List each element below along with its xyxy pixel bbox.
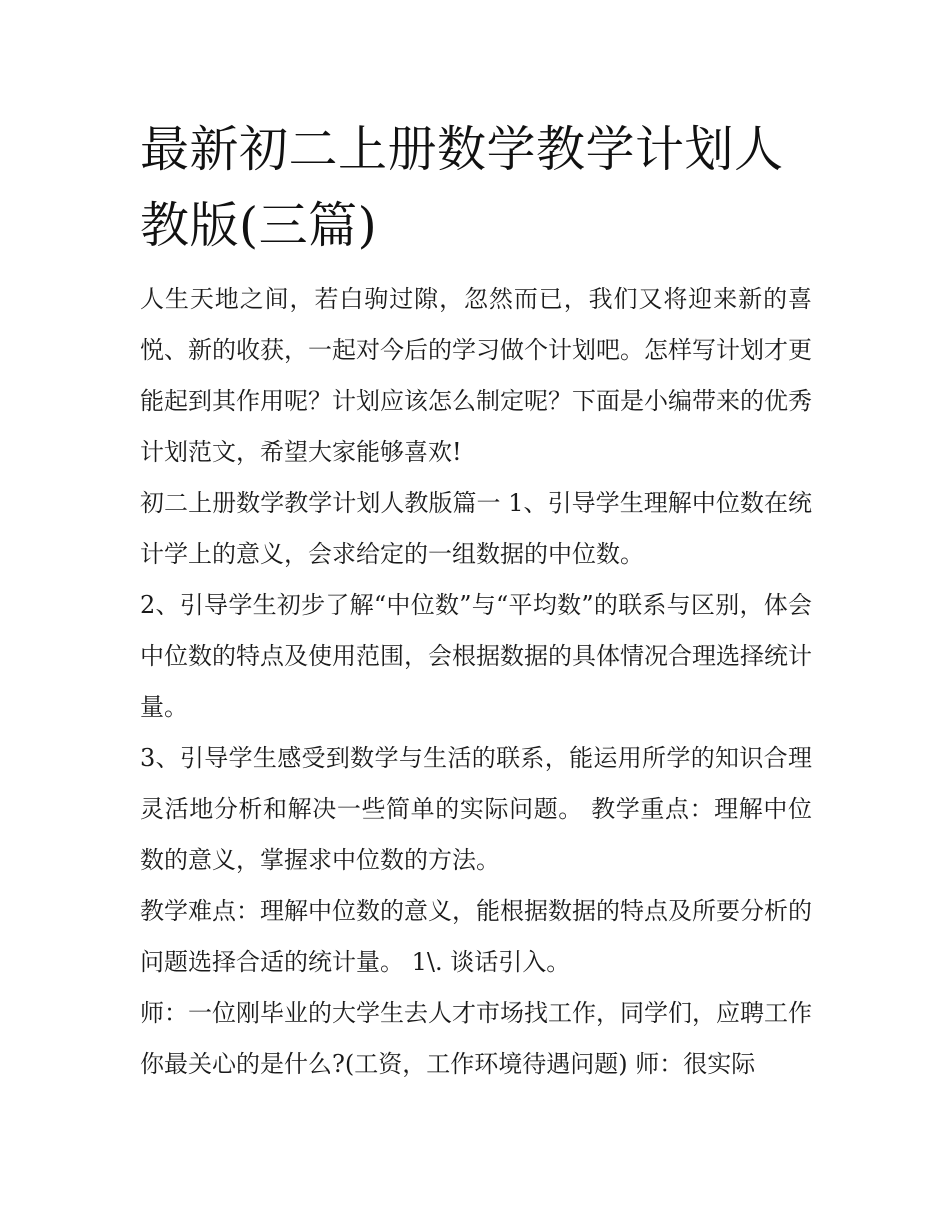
document-body	[140, 274, 812, 1090]
paragraph-dialogue: 师：一位刚毕业的大学生去人才市场找工作，同学们，应聘工作你最关心的是什么?(工资，工作环境待遇问题) 师：很实际	[140, 999, 812, 1078]
paragraph-objective-2: 2、引导学生初步了解“中位数”与“平均数”的联系与区别，体会中位数的特点及使用范围，会根据数据的具体情况合理选择统计量。	[140, 591, 812, 721]
paragraph-objective-3: 3、引导学生感受到数学与生活的联系，能运用所学的知识合理灵活地分析和解决一些简单的实际问题。 教学重点：理解中位数的意义，掌握求中位数的方法。	[140, 744, 812, 874]
paragraph-objective-1: 初二上册数学教学计划人教版篇一 1、引导学生理解中位数在统计学上的意义，会求给定的一组数据的中位数。	[140, 489, 812, 568]
paragraph-intro: 人生天地之间，若白驹过隙，忽然而已，我们又将迎来新的喜悦、新的收获，一起对今后的学习做个计划吧。怎样写计划才更能起到其作用呢？计划应该怎么制定呢？下面是小编带来的优秀计划范文，希望大家能够喜欢!	[140, 285, 812, 466]
document-title: 最新初二上册数学教学计划人教版(三篇)	[140, 121, 784, 254]
paragraph-difficulty: 教学难点：理解中位数的意义，能根据数据的特点及所要分析的问题选择合适的统计量。 1\. 谈话引入。	[140, 897, 812, 976]
